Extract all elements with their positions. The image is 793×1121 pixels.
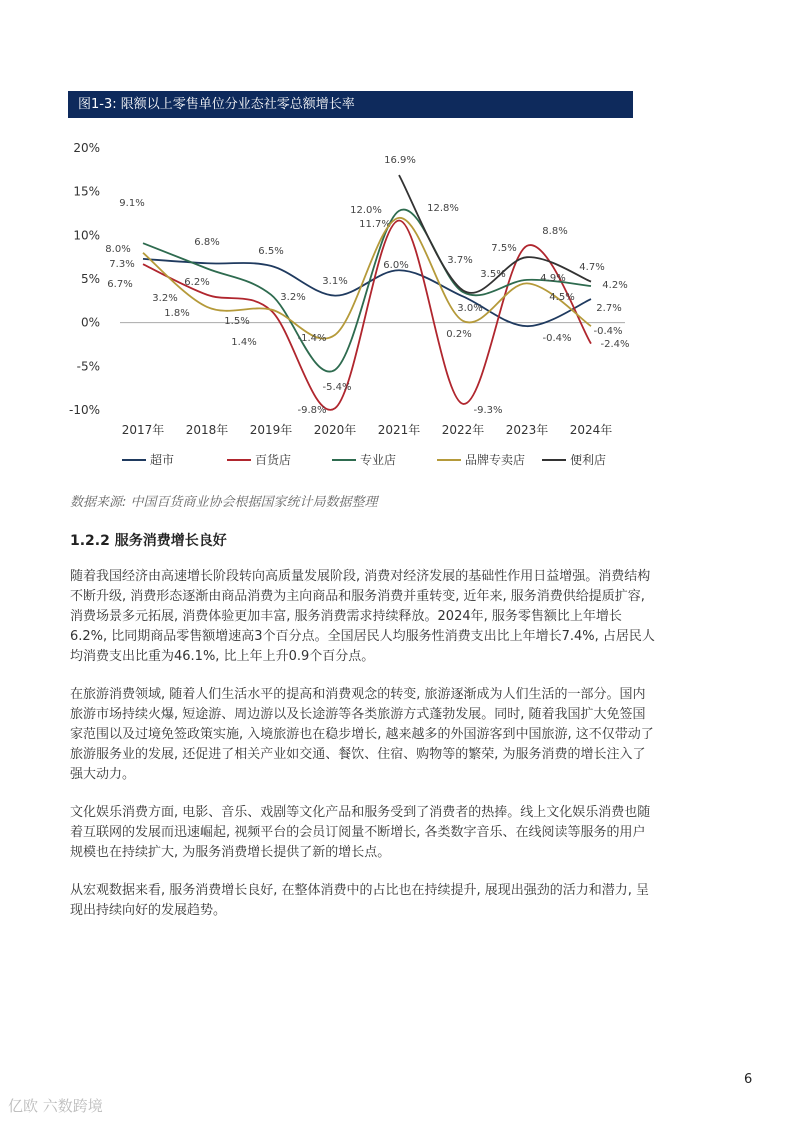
- data-label: 16.9%: [384, 155, 416, 166]
- data-label: 8.8%: [542, 226, 568, 237]
- data-label: 6.0%: [383, 260, 409, 271]
- data-label: 9.1%: [119, 198, 145, 209]
- data-label: -9.8%: [297, 405, 327, 416]
- data-label: 7.3%: [109, 259, 135, 270]
- y-tick-label: 0%: [80, 315, 100, 330]
- data-label: 3.7%: [447, 255, 473, 266]
- y-tick-label: -10%: [68, 403, 100, 417]
- y-tick-label: 20%: [73, 141, 100, 155]
- figure-title: 图1-3: 限额以上零售单位分业态社零总额增长率: [68, 91, 633, 118]
- data-label: 3.0%: [457, 303, 483, 314]
- data-label: -2.4%: [600, 339, 630, 350]
- legend-label: 超市: [150, 453, 175, 467]
- x-tick-label: 2017年: [121, 423, 165, 437]
- paragraph: 随着我国经济由高速增长阶段转向高质量发展阶段, 消费对经济发展的基础性作用日益增强。消费结构不断升级, 消费形态逐渐由商品消费为主向商品和服务消费并重转变, 近年来, 服务消费供给提质扩容, 消费场景多元拓展, 消费体验更加丰富, 服务消费需求持续释放。2024年, 服务零售额比上年增长6.2%, 比同期商品零售额增速高3个百分点。全国居民人均服务性消费支出比上年增长7.4%, 占居民人均消费支出比重为46.1%, 比上年上升0.9个百分点。: [70, 569, 655, 664]
- data-label: 6.7%: [107, 279, 133, 290]
- x-tick-label: 2023年: [505, 423, 549, 437]
- y-tick-label: -5%: [76, 359, 100, 374]
- data-label: 3.2%: [152, 293, 178, 304]
- data-label: -9.3%: [473, 405, 503, 416]
- data-label: -1.4%: [297, 333, 327, 344]
- data-label: 12.8%: [427, 203, 459, 214]
- data-label: 11.7%: [359, 219, 391, 230]
- x-tick-label: 2022年: [441, 423, 485, 437]
- data-label: 3.2%: [280, 292, 306, 303]
- data-label: 7.5%: [491, 243, 517, 254]
- legend-label: 品牌专卖店: [465, 453, 526, 467]
- series-line-2: [143, 210, 591, 372]
- legend-label: 便利店: [570, 453, 607, 467]
- data-label: 1.4%: [231, 337, 257, 348]
- paragraph: 从宏观数据来看, 服务消费增长良好, 在整体消费中的占比也在持续提升, 展现出强劲的活力和潜力, 呈现出持续向好的发展趋势。: [70, 883, 650, 918]
- data-label: 8.0%: [105, 244, 131, 255]
- data-label: 6.8%: [194, 237, 220, 248]
- line-chart: [60, 135, 650, 480]
- x-tick-label: 2024年: [569, 423, 613, 437]
- page-number: 6: [744, 1072, 753, 1087]
- data-label: 0.2%: [446, 329, 472, 340]
- data-label: 3.5%: [480, 269, 506, 280]
- data-label: -0.4%: [542, 333, 572, 344]
- data-label: 3.1%: [322, 276, 348, 287]
- legend-label: 专业店: [360, 453, 397, 467]
- data-source: 数据来源: 中国百货商业协会根据国家统计局数据整理: [70, 495, 378, 510]
- body-text: [70, 567, 655, 939]
- data-label: 4.2%: [602, 280, 628, 291]
- data-label: 12.0%: [350, 205, 382, 216]
- paragraph: 文化娱乐消费方面, 电影、音乐、戏剧等文化产品和服务受到了消费者的热捧。线上文化娱乐消费也随着互联网的发展而迅速崛起, 视频平台的会员订阅量不断增长, 各类数字音乐、在线阅读等服务的用户规模也在持续扩大, 为服务消费增长提供了新的增长点。: [70, 805, 651, 860]
- data-label: 6.2%: [184, 277, 210, 288]
- data-label: 4.7%: [579, 262, 605, 273]
- data-label: 1.5%: [224, 316, 250, 327]
- x-tick-label: 2018年: [185, 423, 229, 437]
- data-label: -5.4%: [322, 382, 352, 393]
- paragraph: 在旅游消费领域, 随着人们生活水平的提高和消费观念的转变, 旅游逐渐成为人们生活的一部分。国内旅游市场持续火爆, 短途游、周边游以及长途游等各类旅游方式蓬勃发展。同时, 随着我国扩大免签国家范围以及过境免签政策实施, 入境旅游也在稳步增长, 越来越多的外国游客到中国旅游, 这不仅带动了旅游服务业的发展, 还促进了相关产业如交通、餐饮、住宿、购物等的繁荣, 为服务消费的增长注入了强大动力。: [70, 687, 654, 782]
- series-line-1: [143, 220, 591, 409]
- section-heading: 1.2.2 服务消费增长良好: [70, 533, 227, 549]
- data-label: 4.5%: [549, 292, 575, 303]
- data-label: 1.8%: [164, 308, 190, 319]
- data-label: 2.7%: [596, 303, 622, 314]
- watermark: 亿欧 六数跨境: [8, 1097, 103, 1115]
- legend-label: 百货店: [255, 453, 292, 467]
- x-tick-label: 2019年: [249, 423, 293, 437]
- y-tick-label: 10%: [73, 228, 100, 243]
- data-label: 4.9%: [540, 273, 566, 284]
- data-label: 6.5%: [258, 246, 284, 257]
- data-label: -0.4%: [593, 326, 623, 337]
- x-tick-label: 2020年: [313, 423, 357, 437]
- series-line-3: [143, 218, 591, 339]
- x-tick-label: 2021年: [377, 423, 421, 437]
- y-tick-label: 15%: [73, 184, 100, 199]
- y-tick-label: 5%: [80, 272, 100, 286]
